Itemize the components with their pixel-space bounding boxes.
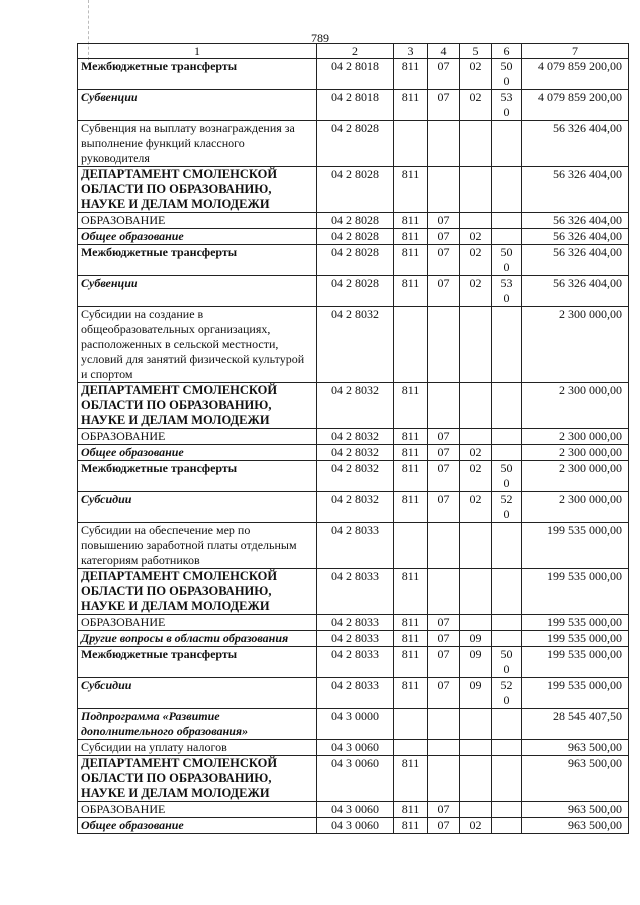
row-amount: 199 535 000,00 <box>522 523 629 569</box>
row-code: 04 3 0000 <box>317 709 394 740</box>
row-code: 04 2 8018 <box>317 59 394 90</box>
row-col5 <box>460 121 492 167</box>
row-amount: 199 535 000,00 <box>522 569 629 615</box>
row-code: 04 2 8032 <box>317 383 394 429</box>
row-amount: 2 300 000,00 <box>522 445 629 461</box>
row-name: Другие вопросы в области образования <box>78 631 317 647</box>
row-amount: 199 535 000,00 <box>522 647 629 678</box>
row-amount: 963 500,00 <box>522 802 629 818</box>
row-col6: 50 0 <box>492 245 522 276</box>
row-code: 04 2 8028 <box>317 276 394 307</box>
row-col5 <box>460 802 492 818</box>
row-amount: 963 500,00 <box>522 740 629 756</box>
row-col4 <box>428 383 460 429</box>
row-col3: 811 <box>394 245 428 276</box>
table-row <box>78 461 629 492</box>
row-amount: 56 326 404,00 <box>522 276 629 307</box>
row-col3: 811 <box>394 383 428 429</box>
row-col4 <box>428 569 460 615</box>
row-col5 <box>460 523 492 569</box>
table-row <box>78 709 629 740</box>
row-code: 04 2 8033 <box>317 569 394 615</box>
table-row <box>78 523 629 569</box>
row-col6 <box>492 307 522 383</box>
row-col4: 07 <box>428 647 460 678</box>
row-col5 <box>460 709 492 740</box>
table-row <box>78 429 629 445</box>
row-amount: 2 300 000,00 <box>522 429 629 445</box>
row-name: Субвенция на выплату вознаграждения за выполнение функций классного руководителя <box>78 121 317 167</box>
row-col6 <box>492 229 522 245</box>
row-col4: 07 <box>428 802 460 818</box>
row-col6 <box>492 167 522 213</box>
row-col5: 02 <box>460 59 492 90</box>
row-col3: 811 <box>394 569 428 615</box>
row-name: Субсидии <box>78 492 317 523</box>
column-header-row <box>78 44 629 59</box>
row-col3 <box>394 523 428 569</box>
row-col3: 811 <box>394 615 428 631</box>
row-name: Межбюджетные трансферты <box>78 245 317 276</box>
row-amount: 56 326 404,00 <box>522 229 629 245</box>
row-code: 04 3 0060 <box>317 802 394 818</box>
row-name: Субвенции <box>78 276 317 307</box>
row-col4: 07 <box>428 429 460 445</box>
table-row <box>78 756 629 802</box>
row-col5: 02 <box>460 229 492 245</box>
row-col3: 811 <box>394 631 428 647</box>
row-col4 <box>428 740 460 756</box>
row-col4: 07 <box>428 445 460 461</box>
row-amount: 963 500,00 <box>522 756 629 802</box>
row-col6: 53 0 <box>492 90 522 121</box>
row-col5: 09 <box>460 631 492 647</box>
row-code: 04 2 8032 <box>317 461 394 492</box>
row-col3: 811 <box>394 818 428 834</box>
row-col6 <box>492 802 522 818</box>
row-name: Субсидии <box>78 678 317 709</box>
row-amount: 56 326 404,00 <box>522 213 629 229</box>
row-col6 <box>492 740 522 756</box>
row-col4 <box>428 121 460 167</box>
row-col3: 811 <box>394 213 428 229</box>
row-name: Общее образование <box>78 445 317 461</box>
row-col6 <box>492 631 522 647</box>
row-col6: 52 0 <box>492 492 522 523</box>
row-amount: 199 535 000,00 <box>522 678 629 709</box>
table-row <box>78 647 629 678</box>
row-code: 04 2 8028 <box>317 245 394 276</box>
row-col6 <box>492 756 522 802</box>
row-amount: 28 545 407,50 <box>522 709 629 740</box>
row-col5: 02 <box>460 90 492 121</box>
row-code: 04 3 0060 <box>317 756 394 802</box>
row-name: ОБРАЗОВАНИЕ <box>78 615 317 631</box>
row-col3: 811 <box>394 429 428 445</box>
row-col5 <box>460 429 492 445</box>
row-code: 04 2 8033 <box>317 647 394 678</box>
table-row <box>78 802 629 818</box>
row-col6: 52 0 <box>492 678 522 709</box>
row-code: 04 3 0060 <box>317 818 394 834</box>
row-col4: 07 <box>428 818 460 834</box>
row-amount: 2 300 000,00 <box>522 492 629 523</box>
row-col5: 02 <box>460 492 492 523</box>
table-row <box>78 213 629 229</box>
table-row <box>78 818 629 834</box>
row-col3: 811 <box>394 492 428 523</box>
row-name: Общее образование <box>78 818 317 834</box>
row-col5 <box>460 167 492 213</box>
row-name: ДЕПАРТАМЕНТ СМОЛЕНСКОЙ ОБЛАСТИ ПО ОБРАЗОВАНИЮ, НАУКЕ И ДЕЛАМ МОЛОДЕЖИ <box>78 167 317 213</box>
table-row <box>78 678 629 709</box>
row-col6 <box>492 523 522 569</box>
row-amount: 199 535 000,00 <box>522 631 629 647</box>
row-col4: 07 <box>428 276 460 307</box>
row-col5 <box>460 213 492 229</box>
row-col6 <box>492 383 522 429</box>
row-name: Субсидии на обеспечение мер по повышению заработной платы отдельным категориям работников <box>78 523 317 569</box>
row-amount: 2 300 000,00 <box>522 461 629 492</box>
row-name: ОБРАЗОВАНИЕ <box>78 213 317 229</box>
table-row <box>78 229 629 245</box>
row-amount: 2 300 000,00 <box>522 383 629 429</box>
row-name: Субсидии на уплату налогов <box>78 740 317 756</box>
table-row <box>78 615 629 631</box>
row-code: 04 2 8032 <box>317 429 394 445</box>
row-amount: 963 500,00 <box>522 818 629 834</box>
row-col6: 53 0 <box>492 276 522 307</box>
row-col4: 07 <box>428 59 460 90</box>
column-header: 1 <box>78 44 317 59</box>
column-header: 7 <box>522 44 629 59</box>
table-row <box>78 383 629 429</box>
row-code: 04 2 8033 <box>317 615 394 631</box>
row-col3: 811 <box>394 647 428 678</box>
row-col5 <box>460 756 492 802</box>
row-amount: 199 535 000,00 <box>522 615 629 631</box>
row-col3: 811 <box>394 802 428 818</box>
row-col5: 09 <box>460 647 492 678</box>
row-code: 04 2 8028 <box>317 229 394 245</box>
row-code: 04 2 8032 <box>317 492 394 523</box>
row-name: Общее образование <box>78 229 317 245</box>
page-number: 789 <box>311 31 329 45</box>
row-col5 <box>460 615 492 631</box>
row-col4 <box>428 709 460 740</box>
row-col3 <box>394 740 428 756</box>
row-col6 <box>492 445 522 461</box>
row-name: Подпрограмма «Развитие дополнительного образования» <box>78 709 317 740</box>
row-col4 <box>428 307 460 383</box>
row-code: 04 3 0060 <box>317 740 394 756</box>
row-col6 <box>492 121 522 167</box>
row-name: Межбюджетные трансферты <box>78 647 317 678</box>
table-row <box>78 307 629 383</box>
row-col6: 50 0 <box>492 461 522 492</box>
row-code: 04 2 8033 <box>317 523 394 569</box>
row-col3: 811 <box>394 445 428 461</box>
row-col4 <box>428 167 460 213</box>
table-row <box>78 90 629 121</box>
row-col4: 07 <box>428 245 460 276</box>
row-col5: 09 <box>460 678 492 709</box>
row-col6 <box>492 429 522 445</box>
row-col4: 07 <box>428 615 460 631</box>
row-col4 <box>428 756 460 802</box>
row-col5 <box>460 740 492 756</box>
budget-table <box>77 43 629 834</box>
row-amount: 56 326 404,00 <box>522 167 629 213</box>
column-header: 5 <box>460 44 492 59</box>
row-col5: 02 <box>460 445 492 461</box>
row-amount: 4 079 859 200,00 <box>522 59 629 90</box>
row-col5: 02 <box>460 818 492 834</box>
row-col6 <box>492 709 522 740</box>
row-col3: 811 <box>394 90 428 121</box>
row-col6: 50 0 <box>492 59 522 90</box>
row-col3 <box>394 121 428 167</box>
table-row <box>78 492 629 523</box>
row-col6: 50 0 <box>492 647 522 678</box>
table-row <box>78 631 629 647</box>
table-row <box>78 121 629 167</box>
row-amount: 56 326 404,00 <box>522 245 629 276</box>
row-col3: 811 <box>394 678 428 709</box>
column-header: 6 <box>492 44 522 59</box>
row-col3: 811 <box>394 756 428 802</box>
row-col4: 07 <box>428 678 460 709</box>
row-name: Субвенции <box>78 90 317 121</box>
table-row <box>78 569 629 615</box>
row-col3: 811 <box>394 276 428 307</box>
row-code: 04 2 8033 <box>317 678 394 709</box>
row-col5 <box>460 307 492 383</box>
row-code: 04 2 8018 <box>317 90 394 121</box>
row-name: Межбюджетные трансферты <box>78 59 317 90</box>
table-row <box>78 445 629 461</box>
row-col3 <box>394 709 428 740</box>
row-code: 04 2 8032 <box>317 445 394 461</box>
row-col5: 02 <box>460 245 492 276</box>
row-col3: 811 <box>394 167 428 213</box>
row-col3: 811 <box>394 461 428 492</box>
column-header: 2 <box>317 44 394 59</box>
row-col5: 02 <box>460 461 492 492</box>
row-col4 <box>428 523 460 569</box>
row-code: 04 2 8028 <box>317 213 394 229</box>
table-row <box>78 740 629 756</box>
row-col3: 811 <box>394 229 428 245</box>
table-row <box>78 59 629 90</box>
row-name: ОБРАЗОВАНИЕ <box>78 802 317 818</box>
row-col5 <box>460 383 492 429</box>
row-name: ОБРАЗОВАНИЕ <box>78 429 317 445</box>
row-col3 <box>394 307 428 383</box>
row-name: ДЕПАРТАМЕНТ СМОЛЕНСКОЙ ОБЛАСТИ ПО ОБРАЗОВАНИЮ, НАУКЕ И ДЕЛАМ МОЛОДЕЖИ <box>78 383 317 429</box>
row-col6 <box>492 213 522 229</box>
column-header: 4 <box>428 44 460 59</box>
table-row <box>78 245 629 276</box>
row-col4: 07 <box>428 492 460 523</box>
row-col4: 07 <box>428 90 460 121</box>
row-col5: 02 <box>460 276 492 307</box>
row-col5 <box>460 569 492 615</box>
row-name: ДЕПАРТАМЕНТ СМОЛЕНСКОЙ ОБЛАСТИ ПО ОБРАЗОВАНИЮ, НАУКЕ И ДЕЛАМ МОЛОДЕЖИ <box>78 569 317 615</box>
row-amount: 56 326 404,00 <box>522 121 629 167</box>
row-col6 <box>492 569 522 615</box>
row-col4: 07 <box>428 213 460 229</box>
row-amount: 4 079 859 200,00 <box>522 90 629 121</box>
row-col4: 07 <box>428 461 460 492</box>
row-code: 04 2 8032 <box>317 307 394 383</box>
row-name: Межбюджетные трансферты <box>78 461 317 492</box>
row-name: Субсидии на создание в общеобразовательных организациях, расположенных в сельской местности, условий для занятий физической культурой и спортом <box>78 307 317 383</box>
row-col4: 07 <box>428 631 460 647</box>
table-row <box>78 167 629 213</box>
row-col6 <box>492 818 522 834</box>
row-col6 <box>492 615 522 631</box>
table-row <box>78 276 629 307</box>
row-name: ДЕПАРТАМЕНТ СМОЛЕНСКОЙ ОБЛАСТИ ПО ОБРАЗОВАНИЮ, НАУКЕ И ДЕЛАМ МОЛОДЕЖИ <box>78 756 317 802</box>
row-amount: 2 300 000,00 <box>522 307 629 383</box>
column-header: 3 <box>394 44 428 59</box>
row-col4: 07 <box>428 229 460 245</box>
row-code: 04 2 8033 <box>317 631 394 647</box>
row-col3: 811 <box>394 59 428 90</box>
row-code: 04 2 8028 <box>317 167 394 213</box>
row-code: 04 2 8028 <box>317 121 394 167</box>
